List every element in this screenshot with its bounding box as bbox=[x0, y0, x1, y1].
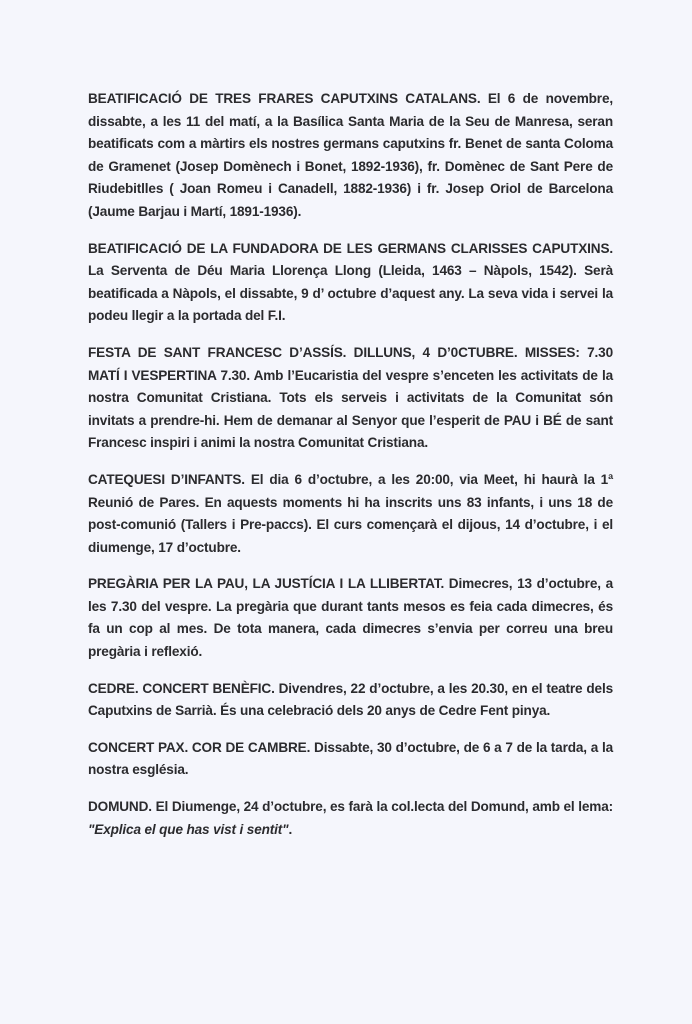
announcement-heading: BEATIFICACIÓ DE TRES FRARES CAPUTXINS CATALANS. bbox=[88, 91, 481, 106]
announcement-domund bbox=[88, 796, 613, 841]
announcement-body: El 6 de novembre, dissabte, a les 11 del matí, a la Basílica Santa Maria de la Seu de Manresa, seran beatificats com a màrtirs els nostres germans caputxins fr. Benet de santa Coloma de Gramenet (Josep Domènech i Bonet, 1892-1936), fr. Domènec de Sant Pere de Riudebitlles ( Joan Romeu i Canadell, 1882-1936) i fr. Josep Oriol de Barcelona (Jaume Barjau i Martí, 1891-1936). bbox=[88, 91, 613, 219]
announcement-body: La Serventa de Déu Maria Llorença Llong (Lleida, 1463 – Nàpols, 1542). Serà beatificada a Nàpols, el dissabte, 9 d’ octubre d’aquest any. La seva vida i servei la podeu llegir a la portada del F.I. bbox=[88, 263, 613, 324]
announcement-heading: CEDRE. CONCERT BENÈFIC. bbox=[88, 680, 275, 696]
announcement-heading: CONCERT PAX. COR DE CAMBRE. bbox=[88, 739, 311, 755]
announcement-body: El Diumenge, 24 d’octubre, es farà la col.lecta del Domund, amb el lema: bbox=[155, 799, 613, 815]
announcement-body: Amb l’Eucaristia del vespre s’enceten les activitats de la nostra Comunitat Cristiana. Tots els serveis i activitats de la Comunitat són invitats a prendre-hi. Hem de demanar al Senyor que l’esperit de PAU i BÉ de sant Francesc inspiri i animi la nostra Comunitat Cristiana. bbox=[88, 367, 614, 451]
announcement-heading: PREGÀRIA PER LA PAU, LA JUSTÍCIA I LA LLIBERTAT. bbox=[88, 576, 445, 592]
announcement-feast-saint-francis bbox=[88, 342, 613, 455]
announcement-tail: . bbox=[288, 821, 293, 837]
announcement-beatification-capuchin-friars bbox=[88, 88, 613, 224]
announcement-motto-quote: "Explica el que has vist i sentit" bbox=[88, 821, 289, 837]
announcement-body: Dissabte, 30 d’octubre, de 6 a 7 de la tarda, a la nostra església. bbox=[88, 739, 613, 778]
announcement-heading: BEATIFICACIÓ DE LA FUNDADORA DE LES GERMANS CLARISSES CAPUTXINS. bbox=[88, 240, 613, 256]
announcement-heading: FESTA DE SANT FRANCESC D’ASSÍS. DILLUNS, 4 D’0CTUBRE. MISSES: 7.30 MATÍ I VESPERTINA 7.30. bbox=[88, 344, 613, 383]
announcement-body: El dia 6 d’octubre, a les 20:00, via Meet, hi haurà la 1ª Reunió de Pares. En aquests moments hi ha inscrits uns 83 infants, i uns 18 de post-comunió (Tallers i Pre-paccs). El curs començarà el dijous, 14 d’octubre, i el diumenge, 17 d’octubre. bbox=[88, 471, 613, 555]
announcement-body: Divendres, 22 d’octubre, a les 20.30, en el teatre dels Caputxins de Sarrià. És una celebració dels 20 anys de Cedre Fent pinya. bbox=[88, 680, 613, 719]
announcement-beatification-founder bbox=[88, 238, 613, 328]
announcement-prayer-peace bbox=[88, 573, 613, 663]
document-page bbox=[88, 88, 613, 855]
announcement-heading: DOMUND. bbox=[88, 799, 152, 815]
announcement-body: Dimecres, 13 d’octubre, a les 7.30 del vespre. La pregària que durant tants mesos es feia cada dimecres, és fa un cop al mes. De tota manera, cada dimecres s’envia per correu una breu pregària i reflexió. bbox=[88, 576, 613, 660]
announcement-catechesis bbox=[88, 469, 613, 559]
announcement-pax-concert bbox=[88, 737, 613, 782]
announcement-heading: CATEQUESI D’INFANTS. bbox=[88, 471, 245, 487]
announcement-cedre-concert bbox=[88, 678, 613, 723]
